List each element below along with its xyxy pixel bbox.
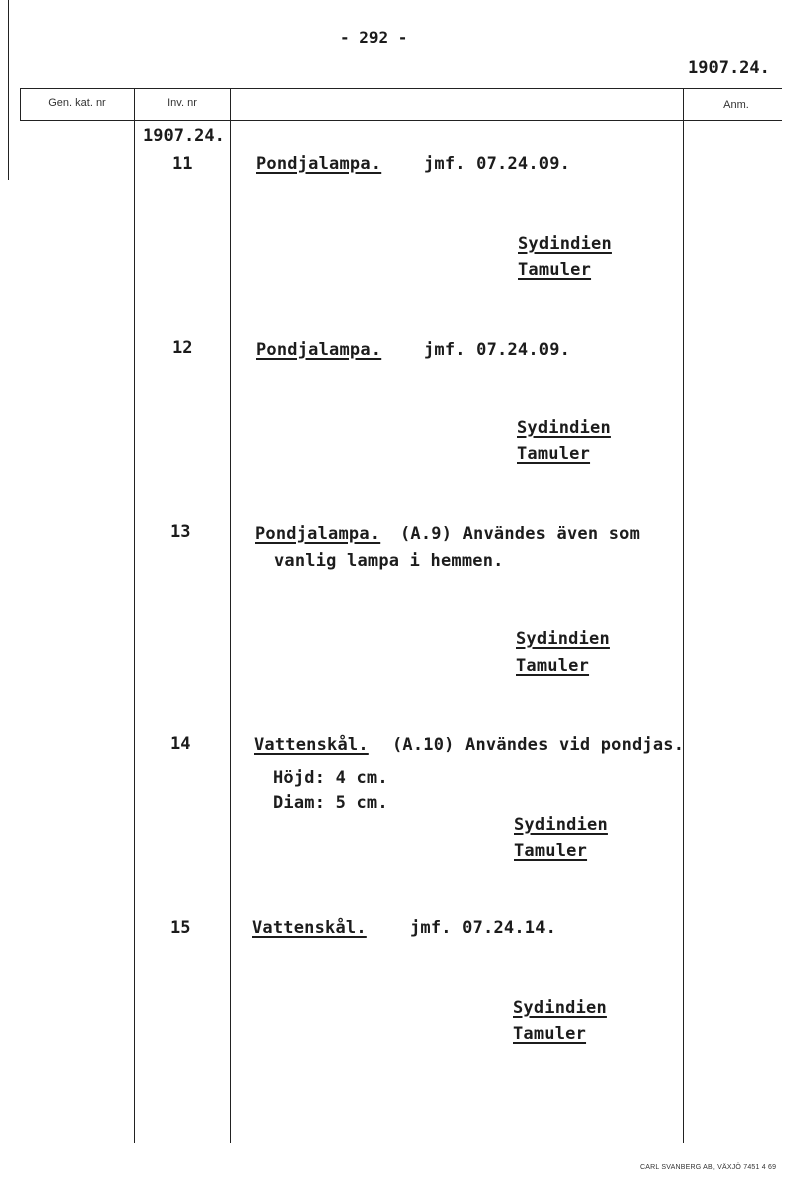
- entry-people: Tamuler: [514, 841, 588, 861]
- entry-extra-line: Höjd: 4 cm.: [273, 768, 388, 788]
- entry-people: Tamuler: [518, 260, 592, 280]
- entry-origin: Sydindien: [516, 629, 610, 649]
- catalog-header: 1907.24.: [688, 58, 770, 78]
- entry-origin: Sydindien: [514, 815, 608, 835]
- entry-title: Pondjalampa.: [255, 524, 381, 544]
- col-header-anm: Anm.: [723, 99, 749, 111]
- entry-title: Vattenskål.: [252, 918, 367, 938]
- entry-text: jmf. 07.24.09.: [424, 340, 571, 360]
- table-left-border: [20, 88, 21, 121]
- col-header-inv-nr: Inv. nr: [167, 97, 197, 109]
- col-divider-1: [134, 88, 135, 1143]
- entry-title: Vattenskål.: [254, 735, 369, 755]
- entry-title: Pondjalampa.: [256, 340, 382, 360]
- margin-line: [8, 0, 9, 180]
- inv-number: 11: [172, 154, 193, 174]
- inv-number: 15: [170, 918, 191, 938]
- entry-origin: Sydindien: [517, 418, 611, 438]
- entry-origin: Sydindien: [518, 234, 612, 254]
- printer-footer: CARL SVANBERG AB, VÄXJÖ 7451 4 69: [640, 1164, 777, 1171]
- page-number: - 292 -: [340, 28, 408, 47]
- entry-title: Pondjalampa.: [256, 154, 382, 174]
- col-header-gen-kat-nr: Gen. kat. nr: [48, 97, 106, 109]
- inv-number: 13: [170, 522, 191, 542]
- inv-number: 12: [172, 338, 193, 358]
- col-divider-3: [683, 88, 684, 1143]
- inv-prefix: 1907.24.: [143, 126, 225, 146]
- entry-extra-line: vanlig lampa i hemmen.: [274, 551, 504, 571]
- entry-text: (A.10) Användes vid pondjas.: [392, 735, 685, 755]
- entry-people: Tamuler: [513, 1024, 587, 1044]
- entry-people: Tamuler: [517, 444, 591, 464]
- entry-text: (A.9) Användes även som: [400, 524, 641, 544]
- entry-text: jmf. 07.24.14.: [410, 918, 557, 938]
- entry-extra-line: Diam: 5 cm.: [273, 793, 388, 813]
- entry-origin: Sydindien: [513, 998, 607, 1018]
- entry-people: Tamuler: [516, 656, 590, 676]
- inv-number: 14: [170, 734, 191, 754]
- entry-text: jmf. 07.24.09.: [424, 154, 571, 174]
- col-divider-2: [230, 88, 231, 1143]
